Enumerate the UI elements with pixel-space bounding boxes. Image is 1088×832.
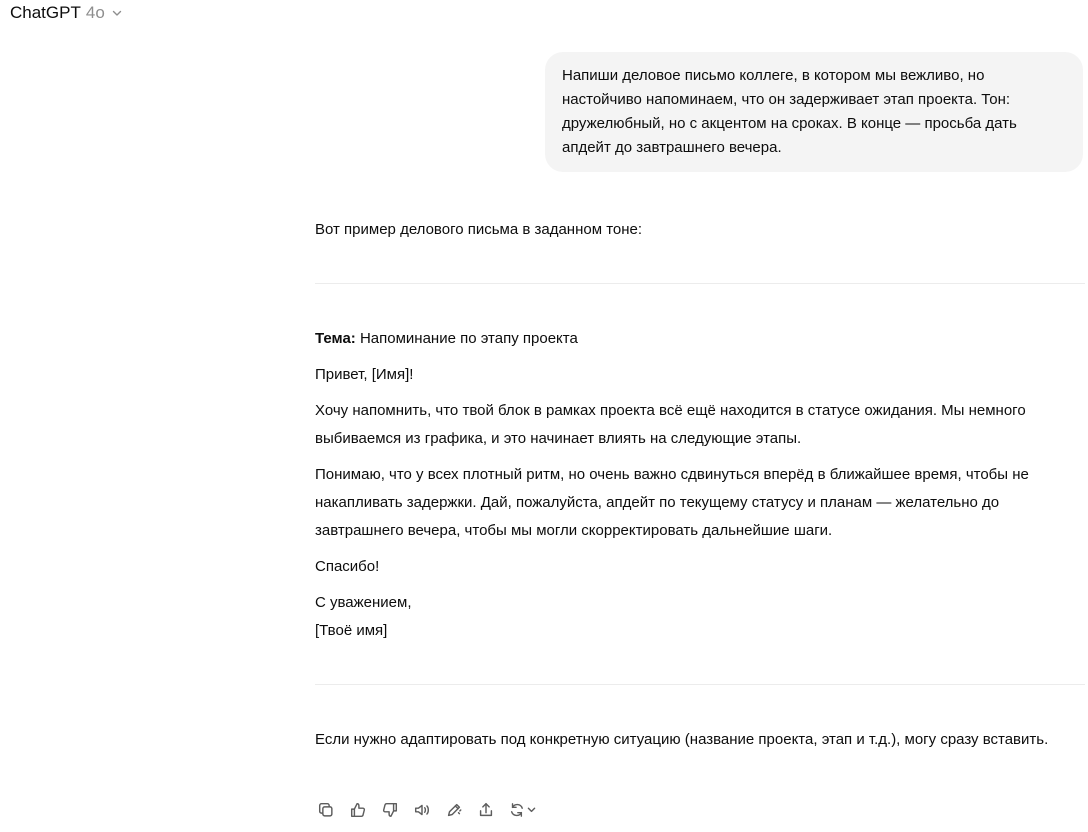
message-actions <box>315 799 541 821</box>
email-thanks: Спасибо! <box>315 558 380 575</box>
subject-text: Напоминание по этапу проекта <box>359 330 578 347</box>
thumbs-down-icon[interactable] <box>379 799 401 821</box>
assistant-intro: Вот пример делового письма в заданном тоне: <box>315 221 643 238</box>
model-name: ChatGPT <box>10 3 81 22</box>
read-aloud-icon[interactable] <box>411 799 433 821</box>
email-subject <box>315 325 1085 353</box>
email-greeting: Привет, [Имя]! <box>315 366 414 383</box>
model-version: 4o <box>85 3 105 22</box>
share-icon[interactable] <box>475 799 497 821</box>
thumbs-up-icon[interactable] <box>347 799 369 821</box>
divider <box>315 283 1085 284</box>
model-switcher[interactable] <box>10 3 123 23</box>
copy-icon[interactable] <box>315 799 337 821</box>
divider <box>315 684 1085 685</box>
email-signoff: С уважением, <box>315 594 412 611</box>
chevron-down-icon <box>111 7 123 19</box>
user-message: Напиши деловое письмо коллеге, в котором мы вежливо, но настойчиво напоминаем, что он задерживает этап проекта. Тон: дружелюбный, но с акцентом на сроках. В конце — просьба дать апдейт до завтрашнего вечера. <box>545 52 1083 172</box>
email-signature: [Твоё имя] <box>315 622 388 639</box>
regenerate-icon[interactable] <box>507 799 541 821</box>
email-paragraph-2: Понимаю, что у всех плотный ритм, но очень важно сдвинуться вперёд в ближайшее время, чтобы не накапливать задержки. Дай, пожалуйста, апдейт по текущему статусу и планам — желательно до завтрашнего вечера, чтобы мы могли скорректировать дальнейшие шаги. <box>315 466 1029 539</box>
email-paragraph-1: Хочу напомнить, что твой блок в рамках проекта всё ещё находится в статусе ожидания. Мы немного выбиваемся из графика, и это начинает влиять на следующие этапы. <box>315 402 1026 447</box>
assistant-outro: Если нужно адаптировать под конкретную ситуацию (название проекта, этап и т.д.), могу сразу вставить. <box>315 731 1049 748</box>
edit-icon[interactable] <box>443 799 465 821</box>
subject-label: Тема: <box>315 330 356 347</box>
